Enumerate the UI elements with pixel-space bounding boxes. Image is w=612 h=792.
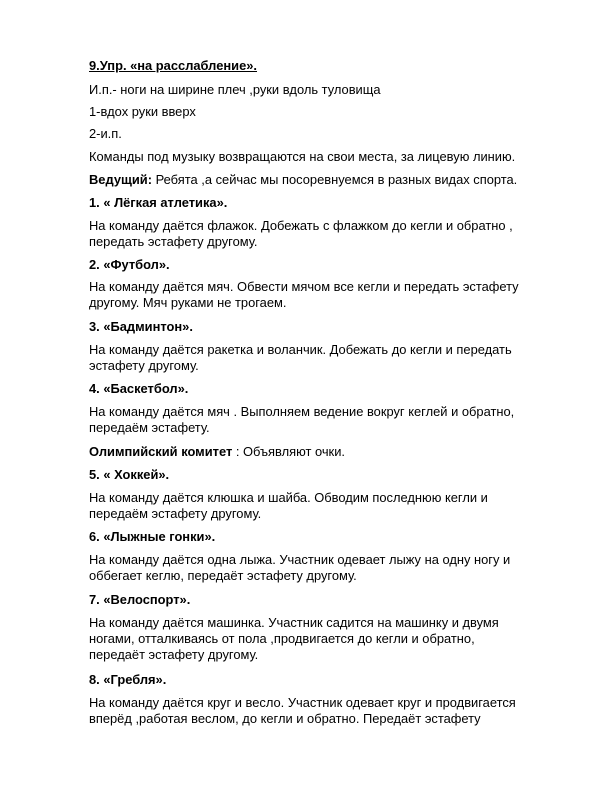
text-line: На команду даётся машинка. Участник садится на машинку и двумя — [89, 615, 499, 630]
olympic-committee-line — [89, 444, 559, 460]
text-line: На команду даётся флажок. Добежать с флажком до кегли и обратно , — [89, 218, 513, 233]
text-line: На команду даётся мяч . Выполняем ведение вокруг кеглей и обратно, — [89, 404, 515, 419]
section-8-text — [89, 695, 559, 727]
text-line: ногами, отталкиваясь от пола ,продвигается до кегли и обратно, — [89, 631, 475, 646]
section-5-title: 5. « Хоккей». — [89, 467, 170, 482]
section-5-text — [89, 490, 559, 522]
start-position-text: И.п.- ноги на ширине плеч ,руки вдоль туловища — [89, 82, 381, 97]
section-3-text — [89, 342, 559, 374]
exercise-heading: 9.Упр. «на расслабление». — [89, 58, 258, 73]
host-text: Ребята ,а сейчас мы посоревнуемся в разных видах спорта. — [152, 172, 518, 187]
section-1-title: 1. « Лёгкая атлетика». — [89, 195, 228, 210]
text-line: оббегает кеглю, передаёт эстафету другому. — [89, 568, 357, 583]
text-line: передаём эстафету. — [89, 420, 210, 435]
text-line: На команду даётся одна лыжа. Участник одевает лыжу на одну ногу и — [89, 552, 511, 567]
text-line: эстафету другому. — [89, 358, 199, 373]
section-2-title: 2. «Футбол». — [89, 257, 170, 272]
text-line: передать эстафету другому. — [89, 234, 258, 249]
text-line: На команду даётся мяч. Обвести мячом все кегли и передать эстафету — [89, 279, 519, 294]
host-paragraph — [89, 172, 559, 188]
olympic-committee-label: Олимпийский комитет — [89, 444, 233, 459]
olympic-committee-text: : Объявляют очки. — [232, 444, 345, 459]
text-line: передаёт эстафету другому. — [89, 647, 259, 662]
section-3-title: 3. «Бадминтон». — [89, 319, 193, 334]
section-7-title: 7. «Велоспорт». — [89, 592, 191, 607]
section-6-text — [89, 552, 559, 584]
text-line: На команду даётся круг и весло. Участник одевает круг и продвигается — [89, 695, 516, 710]
section-8-title: 8. «Гребля». — [89, 672, 167, 687]
section-4-text — [89, 404, 559, 436]
section-2-text — [89, 279, 559, 311]
section-4-title: 4. «Баскетбол». — [89, 381, 189, 396]
section-7-text — [89, 615, 559, 663]
step-one-text: 1-вдох руки вверх — [89, 104, 196, 119]
text-line: передаём эстафету другому. — [89, 506, 262, 521]
section-1-text — [89, 218, 559, 250]
text-line: другому. Мяч руками не трогаем. — [89, 295, 287, 310]
step-two-text: 2-и.п. — [89, 126, 122, 141]
host-label: Ведущий: — [89, 172, 153, 187]
text-line: вперёд ,работая веслом, до кегли и обратно. Передаёт эстафету — [89, 711, 481, 726]
text-line: На команду даётся ракетка и воланчик. Добежать до кегли и передать — [89, 342, 512, 357]
return-text: Команды под музыку возвращаются на свои места, за лицевую линию. — [89, 149, 516, 164]
text-line: На команду даётся клюшка и шайба. Обводим последнюю кегли и — [89, 490, 488, 505]
section-6-title: 6. «Лыжные гонки». — [89, 529, 216, 544]
